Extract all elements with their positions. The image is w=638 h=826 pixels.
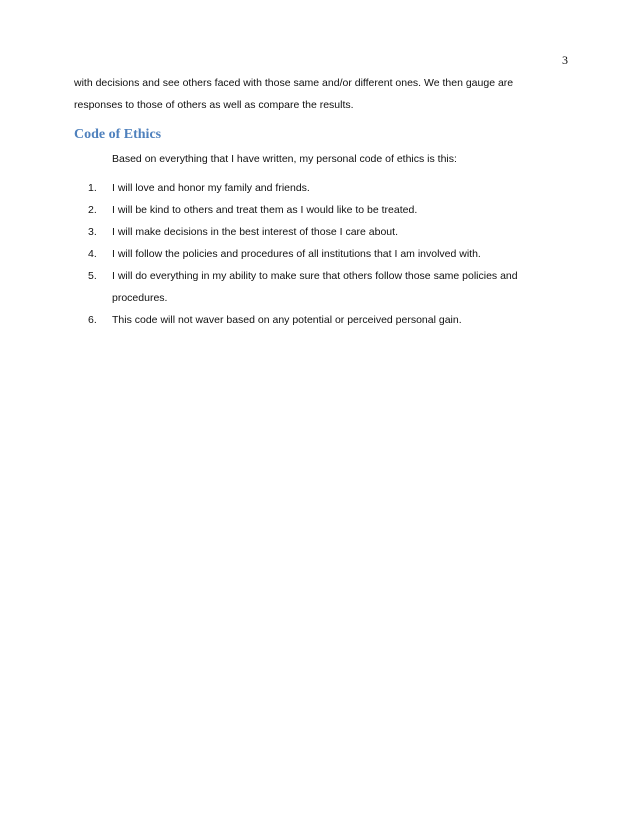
- section-heading: Code of Ethics: [74, 127, 162, 142]
- list-item-number: 5.: [88, 270, 97, 282]
- page-number: 3: [562, 53, 568, 67]
- continuation-line-1: with decisions and see others faced with those same and/or different ones. We then gauge are: [74, 77, 514, 89]
- list-item-text: I will do everything in my ability to make sure that others follow those same policies and procedures.: [112, 270, 518, 304]
- list-item: [88, 199, 548, 221]
- list-item: [88, 221, 548, 243]
- list-item-number: 1.: [88, 182, 97, 194]
- list-item-text: I will love and honor my family and friends.: [112, 182, 310, 194]
- list-item-number: 6.: [88, 314, 97, 326]
- list-item-number: 3.: [88, 226, 97, 238]
- list-item: [88, 243, 548, 265]
- list-item-number: 4.: [88, 248, 97, 260]
- continuation-paragraph: [74, 72, 568, 116]
- list-item: [88, 309, 548, 331]
- list-item: [88, 177, 548, 199]
- list-item-text: I will be kind to others and treat them as I would like to be treated.: [112, 204, 418, 216]
- list-item-text: I will follow the policies and procedures of all institutions that I am involved with.: [112, 248, 481, 260]
- list-item-number: 2.: [88, 204, 97, 216]
- list-item-text: I will make decisions in the best interest of those I care about.: [112, 226, 398, 238]
- list-item-text: This code will not waver based on any potential or perceived personal gain.: [112, 314, 462, 326]
- list-item: [88, 265, 548, 309]
- continuation-line-2: responses to those of others as well as compare the results.: [74, 99, 354, 111]
- section-intro: Based on everything that I have written, my personal code of ethics is this:: [112, 153, 457, 165]
- ethics-list: [88, 177, 548, 331]
